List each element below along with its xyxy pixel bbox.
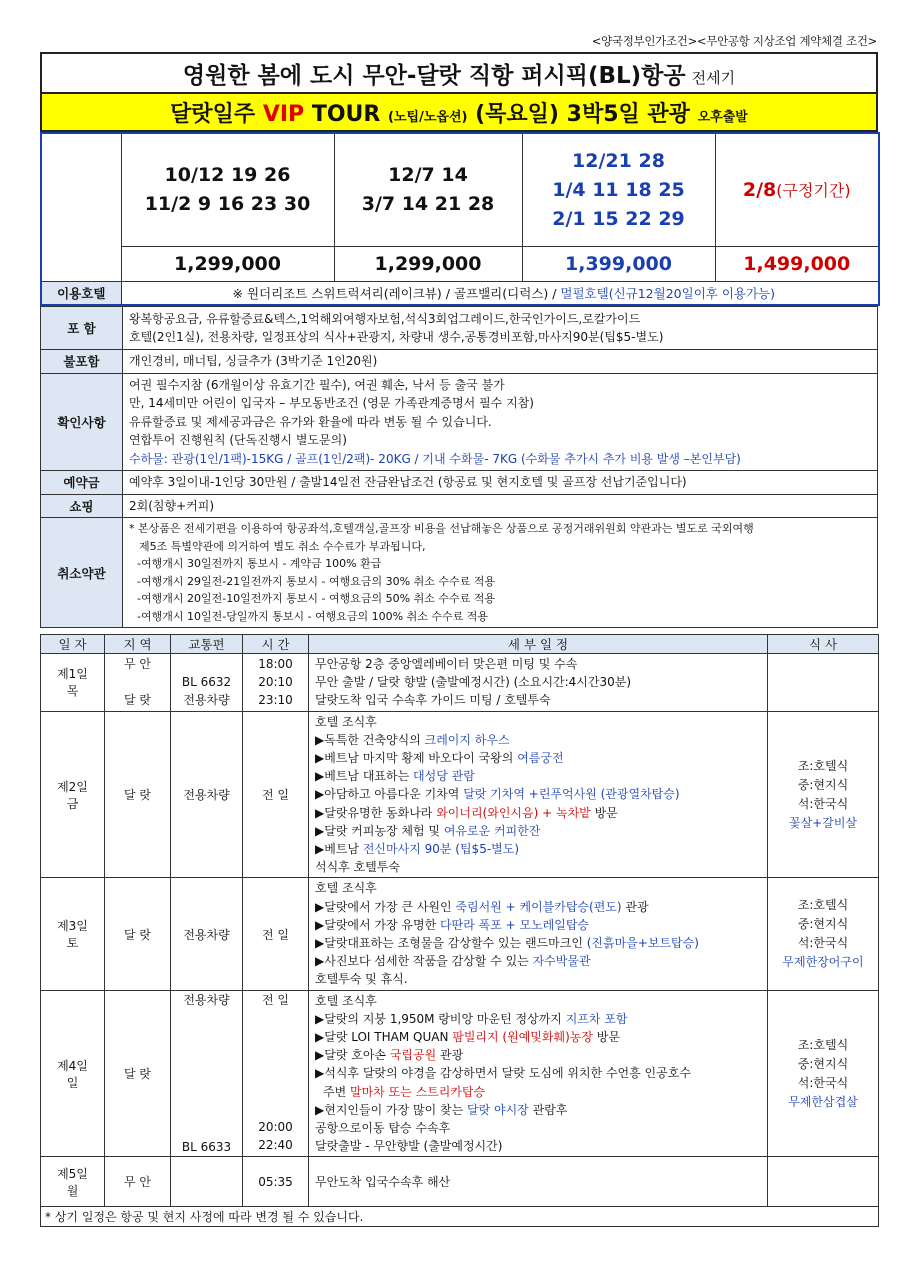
detail-text: ▶달랏 LOI THAM QUAN <box>315 1030 453 1045</box>
footnote: * 상기 일정은 항공 및 현지 사정에 따라 변경 될 수 있습니다. <box>41 1207 879 1227</box>
detail-line <box>315 1101 761 1119</box>
header-date: 일 자 <box>41 635 105 654</box>
detail-line <box>315 952 761 970</box>
cancel-line: -여행개시 29일전-21일전까지 통보시 - 여행요금의 30% 취소 수수료 적용 <box>137 574 495 588</box>
detail-text: ▶달랏대표하는 조형물을 감상할수 있는 랜드마크인 <box>315 936 587 951</box>
date-line: 3/7 14 21 28 <box>361 193 495 215</box>
reserve-text: 예약후 3일이내-1인당 30만원 / 출발14일전 잔금완납조건 (항공료 및 현지호텔 및 골프장 선납기준입니다) <box>123 471 878 495</box>
day2-row <box>41 711 879 878</box>
detail-line: 호텔투숙 및 휴식. <box>315 972 408 987</box>
dow-label: 일 <box>66 1075 79 1090</box>
detail-highlight: 죽림서원 + 케이블카탑승(편도) <box>455 899 622 914</box>
detail-line: 공항으로이동 탑승 수속후 <box>315 1121 451 1136</box>
exclude-text: 개인경비, 매너팁, 싱글추가 (3박기준 1인20원) <box>123 350 878 374</box>
detail-highlight: 달랏 야시장 <box>467 1102 529 1117</box>
detail-line <box>315 1028 761 1046</box>
meal-line: 조:호텔식 <box>797 898 849 913</box>
day2-region: 달 랏 <box>105 711 171 878</box>
day2-meal <box>768 711 879 878</box>
detail-line: ▶석식후 달랏의 야경을 감상하면서 달랏 도심에 위치한 수언흥 인공호수 <box>315 1066 691 1081</box>
day-label: 제2일 <box>57 779 88 794</box>
day-label: 제5일 <box>57 1166 88 1181</box>
meal-special: 꽃살+갈비살 <box>788 815 857 830</box>
day3-region: 달 랏 <box>105 878 171 990</box>
dates-group-4 <box>715 133 879 247</box>
transport-line <box>171 655 242 673</box>
day-label: 제4일 <box>57 1058 88 1073</box>
date-line: 12/21 28 <box>572 149 665 172</box>
day2-detail <box>309 711 768 878</box>
exclude-label: 불포함 <box>41 350 123 374</box>
time-line: 22:40 <box>258 1138 293 1153</box>
day2-date <box>41 711 105 878</box>
detail-line <box>315 840 761 858</box>
header-table <box>40 52 878 132</box>
time-line: 전 일 <box>262 992 289 1007</box>
time-line: 23:10 <box>258 693 293 708</box>
day4-time <box>243 990 309 1157</box>
detail-text: ▶독특한 건축양식의 <box>315 732 425 747</box>
date-line: 2/8 <box>742 178 777 201</box>
detail-highlight: 대성당 관람 <box>413 769 475 784</box>
detail-text: ▶달랏의 지붕 1,950M 랑비앙 마운틴 정상까지 <box>315 1011 566 1026</box>
day3-time: 전 일 <box>243 878 309 990</box>
detail-text: ▶달랏 호아손 <box>315 1048 390 1063</box>
detail-text: ▶달랏에서 가장 큰 사원인 <box>315 899 456 914</box>
detail-highlight: 달랏 기차역 +린푸억사원 (관광열차탑승) <box>463 787 680 802</box>
region-line <box>105 673 170 691</box>
detail-line <box>315 1010 761 1028</box>
include-text <box>123 307 878 350</box>
detail-line <box>315 898 761 916</box>
cancel-line: -여행개시 10일전-당일까지 통보시 - 여행요금의 100% 취소 수수료 적용 <box>137 609 488 623</box>
detail-highlight: 자수박물관 <box>532 954 591 969</box>
transport-line: 전용차량 <box>183 992 230 1007</box>
price-2: 1,299,000 <box>334 247 522 282</box>
day-label: 제1일 <box>57 667 88 682</box>
detail-text: ▶베트남 <box>315 842 363 857</box>
document-frame <box>40 52 878 1227</box>
subtitle-day: (목요일) 3박5일 관광 <box>467 101 698 127</box>
cancel-label: 취소약관 <box>41 518 123 628</box>
date-note: (구정기간) <box>776 180 851 200</box>
region-line: 달 랏 <box>124 693 151 708</box>
meal-line: 중:현지식 <box>797 917 849 932</box>
day5-time: 05:35 <box>243 1157 309 1207</box>
detail-line <box>315 767 761 785</box>
detail-highlight: 여유로운 커피한잔 <box>443 823 541 838</box>
top-note: <양국정부인가조건><무안공항 지상조업 계약체결 조건> <box>591 34 877 48</box>
day4-region: 달 랏 <box>105 990 171 1157</box>
day3-transport: 전용차량 <box>171 878 243 990</box>
header-detail: 세 부 일 정 <box>309 635 768 654</box>
detail-line <box>315 916 761 934</box>
day4-row <box>41 990 879 1157</box>
day4-transport <box>171 990 243 1157</box>
detail-highlight: 와이너리(와인시음) + 녹차밭 <box>436 805 591 820</box>
detail-line <box>315 934 761 952</box>
detail-text: 주변 <box>323 1084 350 1099</box>
transport-line: BL 6632 <box>181 675 232 690</box>
detail-highlight: 전신마사지 90분 (팁$5-별도) <box>362 842 520 857</box>
cancel-line: 제5조 특별약관에 의거하여 별도 취소 수수료가 부과됩니다, <box>139 539 426 553</box>
date-line: 11/2 9 16 23 30 <box>144 193 311 215</box>
subtitle-tour: TOUR <box>304 101 389 127</box>
day2-time: 전 일 <box>243 711 309 878</box>
dates-group-1 <box>121 133 334 247</box>
detail-highlight: 크레이지 하우스 <box>424 732 510 747</box>
detail-line <box>315 822 761 840</box>
confirm-label: 확인사항 <box>41 373 123 471</box>
detail-line: 석식후 호텔투숙 <box>315 860 400 875</box>
price-4: 1,499,000 <box>715 247 879 282</box>
day3-meal <box>768 878 879 990</box>
day2-transport: 전용차량 <box>171 711 243 878</box>
price-3: 1,399,000 <box>522 247 715 282</box>
cancel-line: -여행개시 30일전까지 통보시 - 계약금 100% 환급 <box>137 557 382 570</box>
detail-highlight: 지프차 포함 <box>565 1011 628 1026</box>
header-meal: 식 사 <box>768 635 879 654</box>
confirm-line: 만, 14세미만 어린이 입국자 – 부모동반조건 (영문 가족관계증명서 필수 지참) <box>129 396 534 410</box>
detail-text: ▶현지인들이 가장 많이 찾는 <box>315 1102 467 1117</box>
date-line: 2/1 15 22 29 <box>552 207 685 230</box>
transport-line: BL 6633 <box>181 1140 232 1155</box>
detail-line: 무안 출발 / 달랏 향발 (출발예정시간) (소요시간:4시간30분) <box>315 675 632 690</box>
departure-dates-table <box>40 132 880 306</box>
detail-highlight: 팜빌리지 (원예및화훼)농장 <box>452 1030 593 1045</box>
detail-highlight: 여름궁전 <box>517 751 564 766</box>
detail-highlight: 국립공원 <box>389 1048 437 1063</box>
baggage-line: 수하물: 관광(1인/1팩)-15KG / 골프(1인/2팩)- 20KG / 기내 수화물- 7KG (수화물 추가시 추가 비용 발생 –본인부담) <box>129 451 741 466</box>
day3-detail <box>309 878 768 990</box>
detail-highlight: 말마차 또는 스트리카탑승 <box>350 1084 486 1099</box>
confirm-line: 유류할증료 및 제세공과금은 유가와 환율에 따라 변동 될 수 있습니다. <box>129 414 492 429</box>
confirm-text <box>123 373 878 471</box>
day1-region <box>105 654 171 712</box>
tour-subtitle <box>41 93 877 131</box>
detail-text: 관광 <box>621 899 649 914</box>
meal-line: 석:한국식 <box>797 936 849 951</box>
time-line: 20:00 <box>258 1120 293 1135</box>
day5-transport <box>171 1157 243 1207</box>
schedule-table <box>40 634 879 1227</box>
date-line: 12/7 14 <box>388 164 468 186</box>
hotel-highlight: 멀펄호텔(신규12월20일이후 이용가능) <box>560 286 775 301</box>
meal-line: 중:현지식 <box>797 777 849 792</box>
dow-label: 토 <box>66 936 79 951</box>
detail-line: 호텔 조식후 <box>315 714 377 729</box>
meal-line: 중:현지식 <box>797 1056 849 1071</box>
shopping-text: 2회(침향+커피) <box>123 494 878 518</box>
subtitle-vip: VIP <box>262 101 305 127</box>
meal-line: 석:한국식 <box>797 796 849 811</box>
title-suffix: 전세기 <box>691 68 736 87</box>
day-label: 제3일 <box>57 919 88 934</box>
detail-line: 무안공항 2층 중앙엘레베이터 맞은편 미팅 및 수속 <box>315 657 578 671</box>
include-label: 포 함 <box>41 307 123 350</box>
subtitle-paren: (노팁/노옵션) <box>388 109 468 125</box>
time-line: 20:10 <box>258 675 293 690</box>
day4-detail <box>309 990 768 1157</box>
detail-text: 방문 <box>590 805 618 820</box>
time-line: 18:00 <box>258 657 293 671</box>
reserve-label: 예약금 <box>41 471 123 495</box>
transport-line: 전용차량 <box>183 693 230 708</box>
date-line: 1/4 11 18 25 <box>552 178 685 201</box>
confirm-line: 연합투어 진행원칙 (단독진행시 별도문의) <box>129 433 347 447</box>
hotel-info <box>121 282 879 306</box>
header-region: 지 역 <box>105 635 171 654</box>
cancel-line: * 본상품은 전세기편을 이용하여 항공좌석,호텔객실,골프장 비용을 선납해놓은 상품으로 공정거래위원회 약관과는 별도로 국외여행 <box>129 522 754 535</box>
detail-text: ▶달랏 커피농장 체험 및 <box>315 823 444 838</box>
page-title <box>41 53 877 93</box>
day5-date <box>41 1157 105 1207</box>
confirm-line: 여권 필수지참 (6개월이상 유효기간 필수), 여권 훼손, 낙서 등 출국 불가 <box>129 377 505 392</box>
meal-line: 석:한국식 <box>797 1075 849 1090</box>
day4-meal <box>768 990 879 1157</box>
dow-label: 금 <box>66 796 79 811</box>
day5-detail: 무안도착 입국수속후 해산 <box>309 1157 768 1207</box>
day1-date <box>41 654 105 712</box>
subtitle-depart: 오후출발 <box>697 109 748 125</box>
day1-transport <box>171 654 243 712</box>
detail-text: ▶달랏유명한 동화나라 <box>315 805 437 820</box>
detail-highlight: 다딴라 폭포 + 모노레일탑승 <box>440 917 590 932</box>
header-time: 시 간 <box>243 635 309 654</box>
meal-special: 무제한삼겹살 <box>788 1094 858 1109</box>
date-line: 10/12 19 26 <box>164 164 291 186</box>
day1-row <box>41 654 879 712</box>
cancel-line: -여행개시 20일전-10일전까지 통보시 - 여행요금의 50% 취소 수수료 적용 <box>137 592 495 605</box>
day3-date <box>41 878 105 990</box>
cancel-text <box>123 518 878 628</box>
schedule-header <box>41 635 879 654</box>
dow-label: 월 <box>66 1183 79 1198</box>
title-main: 영원한 봄에 도시 무안-달랏 직항 퍼시픽(BL)항공 <box>182 62 686 89</box>
subtitle-pre: 달랏일주 <box>170 101 263 127</box>
detail-line <box>315 1046 761 1064</box>
day1-time <box>243 654 309 712</box>
detail-line: 호텔 조식후 <box>315 881 377 896</box>
detail-line <box>315 785 761 803</box>
dow-label: 목 <box>66 684 79 699</box>
dates-group-2 <box>334 133 522 247</box>
day4-date <box>41 990 105 1157</box>
detail-line <box>315 749 761 767</box>
detail-text: ▶베트남 마지막 황제 바오다이 국왕의 <box>315 751 518 766</box>
price-1: 1,299,000 <box>121 247 334 282</box>
detail-text: ▶달랏에서 가장 유명한 <box>315 917 441 932</box>
detail-text: ▶베트남 대표하는 <box>315 769 414 784</box>
detail-line: 달랏출발 - 무안향발 (출발예정시간) <box>315 1139 503 1154</box>
detail-text: 방문 <box>592 1030 620 1045</box>
day1-meal <box>768 654 879 712</box>
detail-line: 달랏도착 입국 수속후 가이드 미팅 / 호텔투숙 <box>315 693 551 708</box>
dates-blank <box>41 133 121 282</box>
region-line: 무 안 <box>124 657 151 671</box>
hotel-label: 이용호텔 <box>41 282 121 306</box>
day5-meal <box>768 1157 879 1207</box>
include-line: 왕복항공요금, 유류할증료&텍스,1억해외여행자보험,석식3회업그레이드,한국인가이드,로칼가이드 <box>129 311 641 326</box>
shopping-label: 쇼핑 <box>41 494 123 518</box>
footnote-row <box>41 1207 879 1227</box>
day5-row <box>41 1157 879 1207</box>
meal-line: 조:호텔식 <box>797 1037 849 1052</box>
day1-detail <box>309 654 768 712</box>
info-table <box>40 306 878 628</box>
meal-line: 조:호텔식 <box>797 758 849 773</box>
meal-special: 무제한장어구이 <box>782 955 864 970</box>
time-bottom <box>243 1118 308 1154</box>
detail-line <box>315 1083 761 1101</box>
hotel-text: ※ 원더리조트 스위트럭셔리(레이크뷰) / 골프밸리(디럭스) / <box>232 286 561 301</box>
detail-text: ▶사진보다 섬세한 작품을 감상할 수 있는 <box>315 954 533 969</box>
include-line: 호텔(2인1실), 전용차량, 일정표상의 식사+관광지, 차량내 생수,공통경비포함,마사지90분(팁$5-별도) <box>129 330 664 344</box>
header-transport: 교통편 <box>171 635 243 654</box>
day5-region: 무 안 <box>105 1157 171 1207</box>
detail-line <box>315 731 761 749</box>
detail-text: ▶아담하고 아름다운 기차역 <box>315 787 464 802</box>
detail-line <box>315 804 761 822</box>
detail-highlight: (진흙마을+보트탑승) <box>586 936 699 951</box>
detail-text: 관광 <box>436 1048 464 1063</box>
detail-text: 관람후 <box>528 1102 568 1117</box>
day3-row <box>41 878 879 990</box>
dates-group-3 <box>522 133 715 247</box>
detail-line: 호텔 조식후 <box>315 993 377 1008</box>
